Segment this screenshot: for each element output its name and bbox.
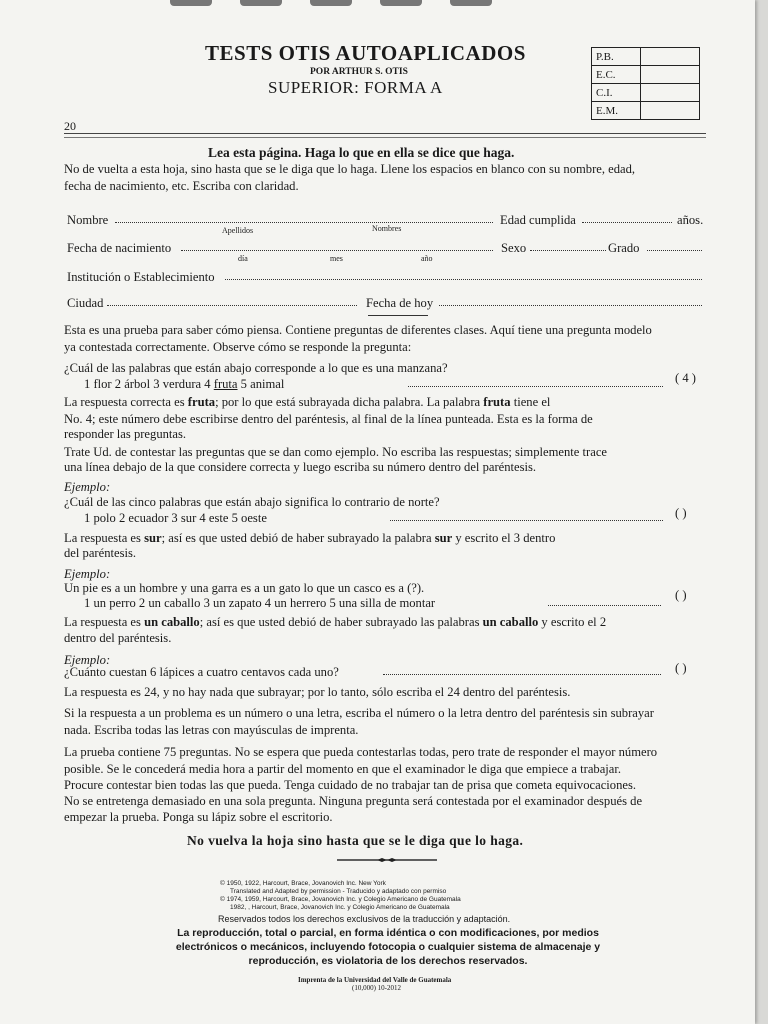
copyright-1: © 1950, 1922, Harcourt, Brace, Jovanovich Inc. New York xyxy=(220,880,386,887)
label-mes: mes xyxy=(330,254,343,263)
code-em-field[interactable] xyxy=(641,102,700,120)
header-rule xyxy=(64,133,706,134)
ex3-dotted-line xyxy=(383,664,661,675)
section-divider xyxy=(368,315,428,316)
ex2-answer-1: La respuesta es un caballo; así es que usted debió de haber subrayado las palabras un caballo y escrito el 2 xyxy=(64,615,607,629)
label-ano: año xyxy=(421,254,433,263)
rights-line-1: La reproducción, total o parcial, en forma idéntica o con modificaciones, por medios xyxy=(177,927,599,939)
label-fecha-nacimiento: Fecha de nacimiento xyxy=(67,241,172,255)
code-pb-field[interactable] xyxy=(641,48,700,66)
code-ci-field[interactable] xyxy=(641,84,700,102)
copyright-3: © 1974, 1959, Harcourt, Brace, Jovanovich Inc. y Colegio Americano de Guatemala xyxy=(220,896,461,903)
top-registration-marks xyxy=(170,0,530,8)
label-fecha-hoy: Fecha de hoy xyxy=(366,296,434,310)
ex1-options[interactable]: 1 polo 2 ecuador 3 sur 4 este 5 oeste xyxy=(84,511,267,525)
ex1-label: Ejemplo: xyxy=(64,480,111,494)
ex1-answer-1: La respuesta es sur; así es que usted debió de haber subrayado la palabra sur y escrito el 3 dentro xyxy=(64,531,556,545)
ex2-question: Un pie es a un hombre y una garra es a un gato lo que un casco es a (?). xyxy=(64,581,425,595)
author-line: POR ARTHUR S. OTIS xyxy=(310,67,408,77)
print-run: (10,000) 10-2012 xyxy=(352,984,401,992)
trate-line-1: Trate Ud. de contestar las preguntas que se dan como ejemplo. No escriba las respuestas; simplemente trace xyxy=(64,445,607,459)
model-answer-underlined: fruta xyxy=(213,377,238,391)
header-rule-thin xyxy=(64,137,706,138)
ex3-label: Ejemplo: xyxy=(64,653,111,667)
copyright-5: Reservados todos los derechos exclusivos de la traducción y adaptación. xyxy=(218,914,511,924)
ex1-dotted-line xyxy=(390,510,663,521)
code-ec-field[interactable] xyxy=(641,66,700,84)
model-intro-2: ya contestada correctamente. Observe cómo se responde la pregunta: xyxy=(64,340,412,354)
ex2-options[interactable]: 1 un perro 2 un caballo 3 un zapato 4 un herrero 5 una silla de montar xyxy=(84,596,436,610)
ex1-answer-2: del paréntesis. xyxy=(64,546,137,560)
score-codes-table xyxy=(591,47,700,120)
label-ciudad: Ciudad xyxy=(67,296,104,310)
instructions-heading: Lea esta página. Haga lo que en ella se dice que haga. xyxy=(208,145,515,160)
ornament-divider xyxy=(337,858,437,862)
ex1-question: ¿Cuál de las cinco palabras que están abajo significa lo contrario de norte? xyxy=(64,495,440,509)
edad-field[interactable] xyxy=(582,212,672,223)
intro-line-1: No de vuelta a esta hoja, sino hasta que se le diga que lo haga. Llene los espacios en blanco con su nombre, edad, xyxy=(64,162,636,176)
ex3-answer-paren[interactable]: ( ) xyxy=(675,661,687,675)
code-em: E.M. xyxy=(592,102,641,120)
rights-line-3: reproducción, es violatoria de los derechos reservados. xyxy=(248,955,528,967)
model-explanation-1: La respuesta correcta es fruta; por lo que está subrayada dicha palabra. La palabra fruta tiene el xyxy=(64,395,551,409)
institucion-field[interactable] xyxy=(225,269,702,280)
ciudad-field[interactable] xyxy=(107,295,357,306)
rule-2e: empezar la prueba. Ponga su lápiz sobre el escritorio. xyxy=(64,810,333,824)
sexo-field[interactable] xyxy=(530,240,606,251)
model-explanation-2: No. 4; este número debe escribirse dentro del paréntesis, al final de la línea punteada. Esta es la forma de xyxy=(64,412,593,426)
model-answer-paren: ( 4 ) xyxy=(675,371,696,385)
ex2-label: Ejemplo: xyxy=(64,567,111,581)
ex1-answer-paren[interactable]: ( ) xyxy=(675,506,687,520)
model-explanation-3: responder las preguntas. xyxy=(64,427,187,441)
code-pb: P.B. xyxy=(592,48,641,66)
model-intro-1: Esta es una prueba para saber cómo piensa. Contiene preguntas de diferentes clases. Aquí tiene una pregunta modelo xyxy=(64,323,652,337)
grado-field[interactable] xyxy=(647,240,702,251)
label-nombres: Nombres xyxy=(372,224,402,233)
label-edad: Edad cumplida xyxy=(500,213,576,227)
model-question: ¿Cuál de las palabras que están abajo corresponde a lo que es una manzana? xyxy=(64,361,448,375)
fecha-hoy-field[interactable] xyxy=(439,295,702,306)
ex2-dotted-line xyxy=(548,595,661,606)
ex3-question: ¿Cuánto cuestan 6 lápices a cuatro centavos cada uno? xyxy=(64,665,339,679)
label-nombre: Nombre xyxy=(67,213,109,227)
rule-2b: posible. Se le concederá media hora a partir del momento en que el examinador le diga que empiece a trabajar. xyxy=(64,762,622,776)
label-anos: años. xyxy=(677,213,704,227)
ex2-answer-paren[interactable]: ( ) xyxy=(675,588,687,602)
nombre-field[interactable] xyxy=(115,212,493,223)
rule-2c: Procure contestar bien todas las que pueda. Tenga cuidado de no trabajar tan de prisa que cometa equivocaciones. xyxy=(64,778,637,792)
model-options: 1 flor 2 árbol 3 verdura 4 fruta 5 animal xyxy=(84,377,285,391)
label-apellidos: Apellidos xyxy=(222,226,254,235)
final-instruction: No vuelva la hoja sino hasta que se le diga que lo haga. xyxy=(187,833,524,848)
printer-line: Imprenta de la Universidad del Valle de Guatemala xyxy=(298,976,452,984)
fecha-nacimiento-field[interactable] xyxy=(181,240,493,251)
label-dia: día xyxy=(238,254,248,263)
trate-line-2: una línea debajo de la que considere correcta y luego escriba su número dentro del paréntesis. xyxy=(64,460,537,474)
label-sexo: Sexo xyxy=(501,241,527,255)
rule-1a: Si la respuesta a un problema es un número o una letra, escriba el número o la letra dentro del paréntesis sin subrayar xyxy=(64,706,654,720)
intro-line-2: fecha de nacimiento, etc. Escriba con claridad. xyxy=(64,179,299,193)
label-grado: Grado xyxy=(608,241,640,255)
code-ci: C.I. xyxy=(592,84,641,102)
code-ec: E.C. xyxy=(592,66,641,84)
copyright-4: 1982, , Harcourt, Brace, Jovanovich Inc. y Colegio Americano de Guatemala xyxy=(230,904,450,911)
page-number: 20 xyxy=(64,119,76,133)
rule-1b: nada. Escriba todas las letras con mayúsculas de imprenta. xyxy=(64,723,359,737)
model-dotted-line xyxy=(408,376,663,387)
page-title: TESTS OTIS AUTOAPLICADOS xyxy=(205,41,526,65)
rule-2a: La prueba contiene 75 preguntas. No se espera que pueda contestarlas todas, pero trate de responder el mayor número xyxy=(64,745,658,759)
ex2-answer-2: dentro del paréntesis. xyxy=(64,631,172,645)
rights-line-2: electrónicos o mecánicos, incluyendo fotocopia o cualquier sistema de almacenaje y xyxy=(175,941,601,953)
ex3-answer: La respuesta es 24, y no hay nada que subrayar; por lo tanto, sólo escriba el 24 dentro del paréntesis. xyxy=(64,685,571,699)
rule-2d: No se entretenga demasiado en una sola pregunta. Ninguna pregunta será contestada por el examinador después de xyxy=(64,794,643,808)
page-subtitle: SUPERIOR: FORMA A xyxy=(268,78,443,97)
label-institucion: Institución o Establecimiento xyxy=(67,270,215,284)
copyright-2: Translated and Adapted by permission - Traducido y adaptado con permiso xyxy=(230,888,447,895)
